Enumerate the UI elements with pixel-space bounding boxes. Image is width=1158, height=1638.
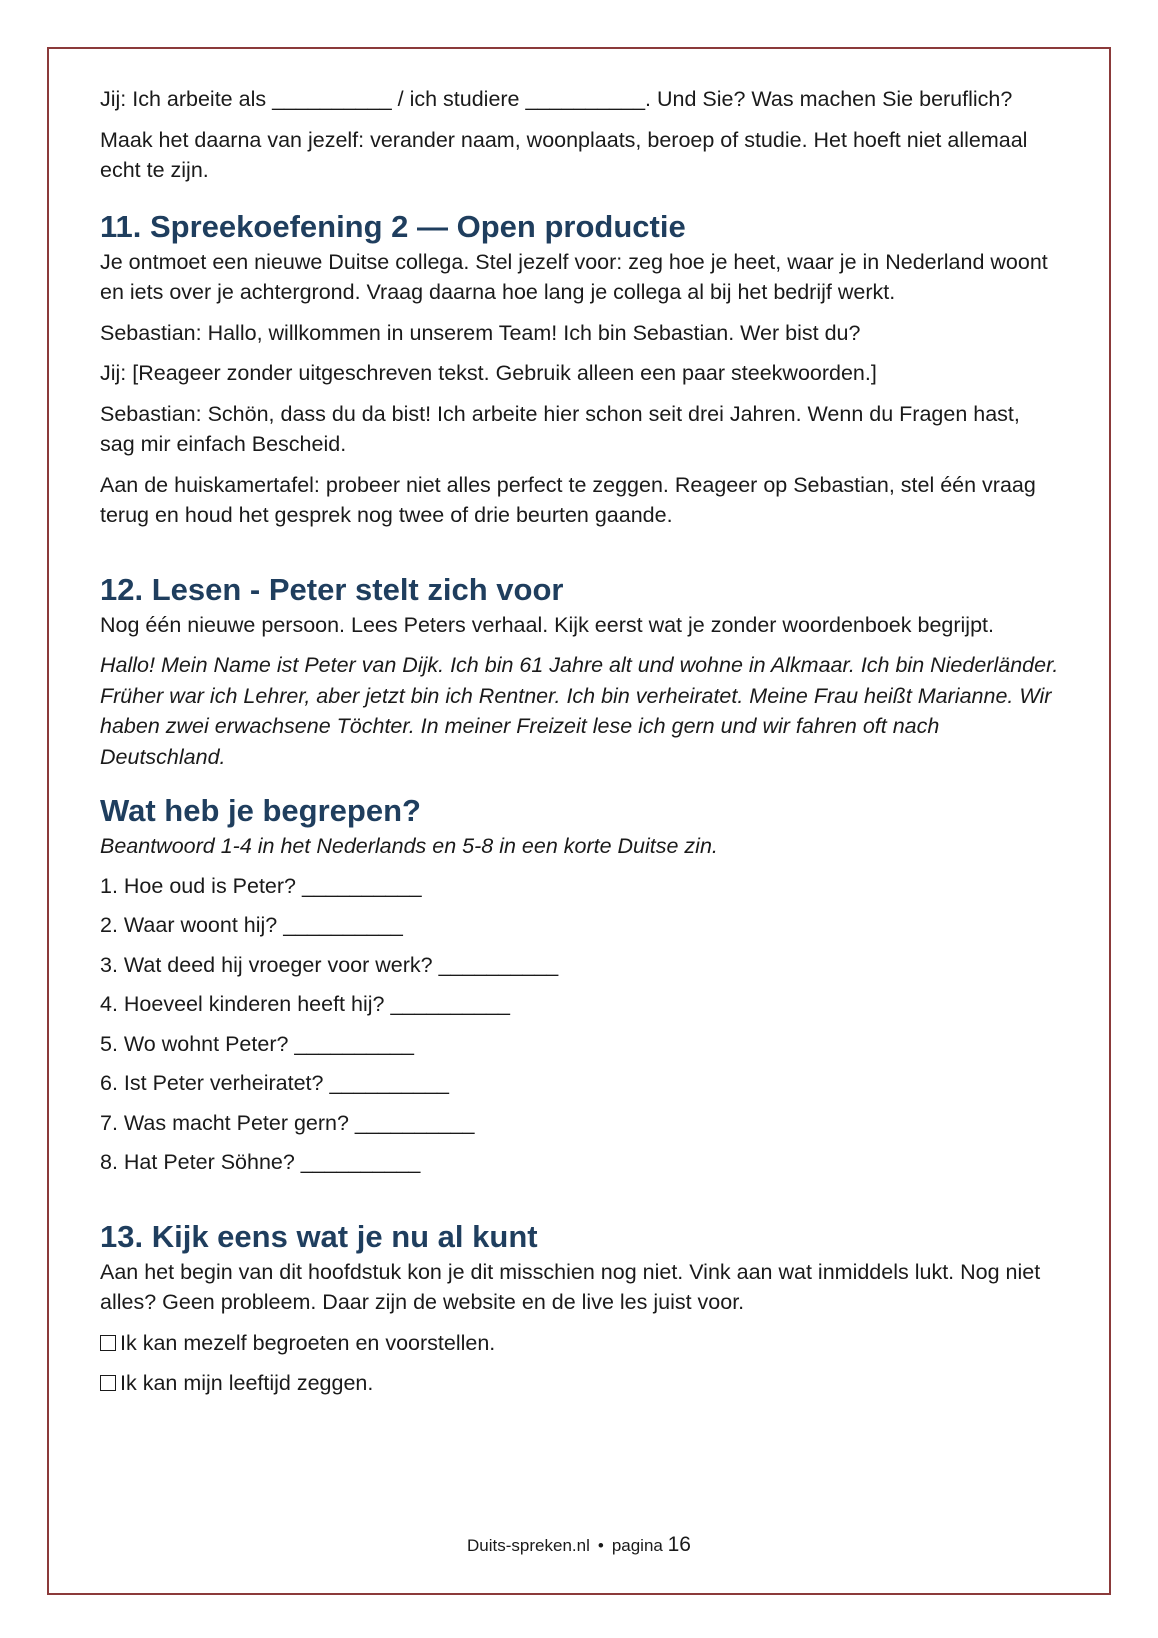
question-item: 4. Hoeveel kinderen heeft hij? __________ [100,992,511,1016]
section-11-instruction: Je ontmoet een nieuwe Duitse collega. Stel jezelf voor: zeg hoe je heet, waar je in Nederland woont en iets over je achtergrond. Vraag daarna hoe lang je collega al bij het bedrijf werkt. [100,249,1048,304]
section-11-title: 11. Spreekoefening 2 — Open productie [100,208,686,244]
question-item: 5. Wo wohnt Peter? __________ [100,1031,414,1056]
footer-separator: • [597,1536,604,1555]
dialog-sebastian-1: Sebastian: Hallo, willkommen in unserem Team! Ich bin Sebastian. Wer bist du? [100,320,861,345]
section-12-instruction: Nog één nieuwe persoon. Lees Peters verhaal. Kijk eerst wat je zonder woordenboek begrijpt. [100,612,994,637]
checklist-label: Ik kan mijn leeftijd zeggen. [120,1371,374,1395]
dialog-jij: Jij: [Reageer zonder uitgeschreven tekst. Gebruik alleen een paar steekwoorden.] [100,361,877,385]
section-13-title: 13. Kijk eens wat je nu al kunt [100,1218,538,1254]
footer-page-number: 16 [667,1533,691,1556]
section-11-tip: Aan de huiskamertafel: probeer niet alles perfect te zeggen. Reageer op Sebastian, stel één vraag terug en houd het gesprek nog twee of drie beurten gaande. [100,472,1036,527]
dialog-sebastian-2: Sebastian: Schön, dass du da bist! Ich arbeite hier schon seit drei Jahren. Wenn du Fragen hast, sag mir einfach Bescheid. [100,401,1020,456]
section-13-instruction: Aan het begin van dit hoofdstuk kon je dit misschien nog niet. Vink aan wat inmiddels lukt. Nog niet alles? Geen probleem. Daar zijn de website en de live les juist voor. [100,1259,1041,1314]
intro-dialog-line: Jij: Ich arbeite als __________ / ich studiere __________. Und Sie? Was machen Sie beruflich? [100,87,1013,111]
question-item: 1. Hoe oud is Peter? __________ [100,873,422,898]
comprehension-instruction: Beantwoord 1-4 in het Nederlands en 5-8 in een korte Duitse zin. [100,834,718,858]
intro-instruction: Maak het daarna van jezelf: verander naam, woonplaats, beroep of studie. Het hoeft niet allemaal echt te zijn. [100,127,1028,182]
question-item: 8. Hat Peter Söhne? __________ [100,1150,421,1174]
page-footer [0,1533,1158,1557]
section-12-title: 12. Lesen - Peter stelt zich voor [100,571,564,607]
question-item: 6. Ist Peter verheiratet? __________ [100,1071,450,1095]
footer-site: Duits-spreken.nl [467,1536,590,1555]
comprehension-title: Wat heb je begrepen? [100,793,421,828]
checkbox-icon[interactable] [100,1375,116,1391]
footer-page-label: pagina [611,1536,663,1555]
question-item: 7. Was macht Peter gern? __________ [100,1110,475,1135]
checklist-item [100,1328,1060,1359]
checklist-label: Ik kan mezelf begroeten en voorstellen. [120,1330,496,1355]
checkbox-icon[interactable] [100,1335,116,1351]
question-item: 2. Waar woont hij? __________ [100,913,403,937]
checklist-item [100,1368,1060,1399]
question-item: 3. Wat deed hij vroeger voor werk? __________ [100,952,559,977]
page-content [100,84,1060,1399]
question-list [100,871,1060,1178]
peter-story: Hallo! Mein Name ist Peter van Dijk. Ich bin 61 Jahre alt und wohne in Alkmaar. Ich bin Niederländer. Früher war ich Lehrer, aber jetzt bin ich Rentner. Ich bin verheiratet. Meine Frau heißt Marianne. Wir haben zwei erwachsene Töchter. In meiner Freizeit lese ich gern und wir fahren oft nach Deutschland. [100,653,1059,769]
